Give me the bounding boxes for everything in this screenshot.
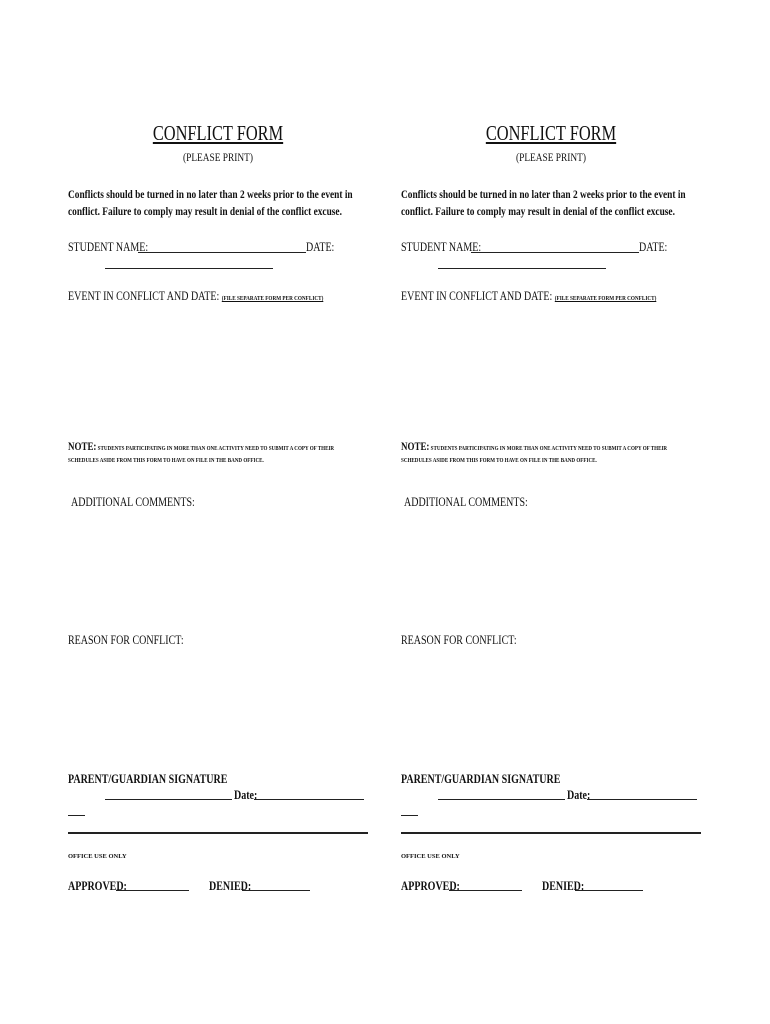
event-label bbox=[401, 289, 656, 304]
approved-label: APPROVED: bbox=[68, 879, 127, 893]
signature-label: PARENT/GUARDIAN SIGNATURE bbox=[401, 772, 561, 786]
note-text: STUDENTS PARTICIPATING IN MORE THAN ONE ACTIVITY NEED TO SUBMIT A COPY OF THEIR SCHEDULES ASIDE FROM THIS FORM TO HAVE ON FILE IN THE BAND OFFICE. bbox=[401, 445, 668, 464]
note-label: NOTE: bbox=[68, 441, 97, 453]
event-field[interactable] bbox=[68, 310, 368, 430]
student-name-label: STUDENT NAME: bbox=[401, 240, 482, 254]
conflict-form-left bbox=[68, 0, 368, 1024]
event-label-text: EVENT IN CONFLICT AND DATE: bbox=[68, 289, 222, 303]
date-label: DATE: bbox=[639, 240, 668, 254]
signature-extra-line bbox=[68, 815, 85, 816]
student-name-field[interactable] bbox=[138, 252, 306, 253]
comments-label: ADDITIONAL COMMENTS: bbox=[404, 495, 528, 509]
date-label: DATE: bbox=[306, 240, 335, 254]
student-name-continuation-field[interactable] bbox=[438, 268, 606, 269]
signature-extra-line bbox=[401, 815, 418, 816]
form-notice: Conflicts should be turned in no later than 2 weeks prior to the event in conflict. Failure to comply may result in denial of the conflict excuse. bbox=[401, 187, 686, 218]
form-subtitle: (PLEASE PRINT) bbox=[183, 150, 253, 164]
note-label: NOTE: bbox=[401, 441, 430, 453]
event-field[interactable] bbox=[401, 310, 701, 430]
comments-field[interactable] bbox=[401, 515, 701, 625]
approved-field[interactable] bbox=[116, 890, 189, 891]
reason-label: REASON FOR CONFLICT: bbox=[401, 633, 517, 647]
office-use-label: OFFICE USE ONLY bbox=[68, 853, 127, 860]
note-text: STUDENTS PARTICIPATING IN MORE THAN ONE ACTIVITY NEED TO SUBMIT A COPY OF THEIR SCHEDULES ASIDE FROM THIS FORM TO HAVE ON FILE IN THE BAND OFFICE. bbox=[68, 445, 335, 464]
student-name-continuation-field[interactable] bbox=[105, 268, 273, 269]
signature-label: PARENT/GUARDIAN SIGNATURE bbox=[68, 772, 228, 786]
comments-field[interactable] bbox=[68, 515, 368, 625]
approved-label: APPROVED: bbox=[401, 879, 460, 893]
approved-field[interactable] bbox=[449, 890, 522, 891]
reason-field[interactable] bbox=[401, 653, 701, 763]
office-use-label: OFFICE USE ONLY bbox=[401, 853, 460, 860]
comments-label: ADDITIONAL COMMENTS: bbox=[71, 495, 195, 509]
conflict-form-right bbox=[401, 0, 701, 1024]
student-name-field[interactable] bbox=[471, 252, 639, 253]
reason-field[interactable] bbox=[68, 653, 368, 763]
note-block bbox=[68, 441, 364, 467]
signature-field[interactable] bbox=[105, 799, 232, 800]
denied-field[interactable] bbox=[242, 890, 310, 891]
form-title: CONFLICT FORM bbox=[485, 121, 617, 145]
denied-label: DENIED: bbox=[542, 879, 585, 893]
form-subtitle: (PLEASE PRINT) bbox=[516, 150, 586, 164]
form-notice: Conflicts should be turned in no later than 2 weeks prior to the event in conflict. Failure to comply may result in denial of the conflict excuse. bbox=[68, 187, 353, 218]
signature-date-field[interactable] bbox=[587, 799, 697, 800]
denied-field[interactable] bbox=[575, 890, 643, 891]
note-block bbox=[401, 441, 697, 467]
reason-label: REASON FOR CONFLICT: bbox=[68, 633, 184, 647]
form-title: CONFLICT FORM bbox=[152, 121, 284, 145]
signature-date-field[interactable] bbox=[254, 799, 364, 800]
event-label-text: EVENT IN CONFLICT AND DATE: bbox=[401, 289, 555, 303]
signature-field[interactable] bbox=[438, 799, 565, 800]
event-label bbox=[68, 289, 323, 304]
student-name-label: STUDENT NAME: bbox=[68, 240, 149, 254]
office-divider bbox=[68, 832, 368, 834]
event-note: (FILE SEPARATE FORM PER CONFLICT) bbox=[554, 295, 657, 302]
denied-label: DENIED: bbox=[209, 879, 252, 893]
event-note: (FILE SEPARATE FORM PER CONFLICT) bbox=[221, 295, 324, 302]
signature-date-label: Date: bbox=[567, 788, 591, 802]
signature-date-label: Date: bbox=[234, 788, 258, 802]
office-divider bbox=[401, 832, 701, 834]
